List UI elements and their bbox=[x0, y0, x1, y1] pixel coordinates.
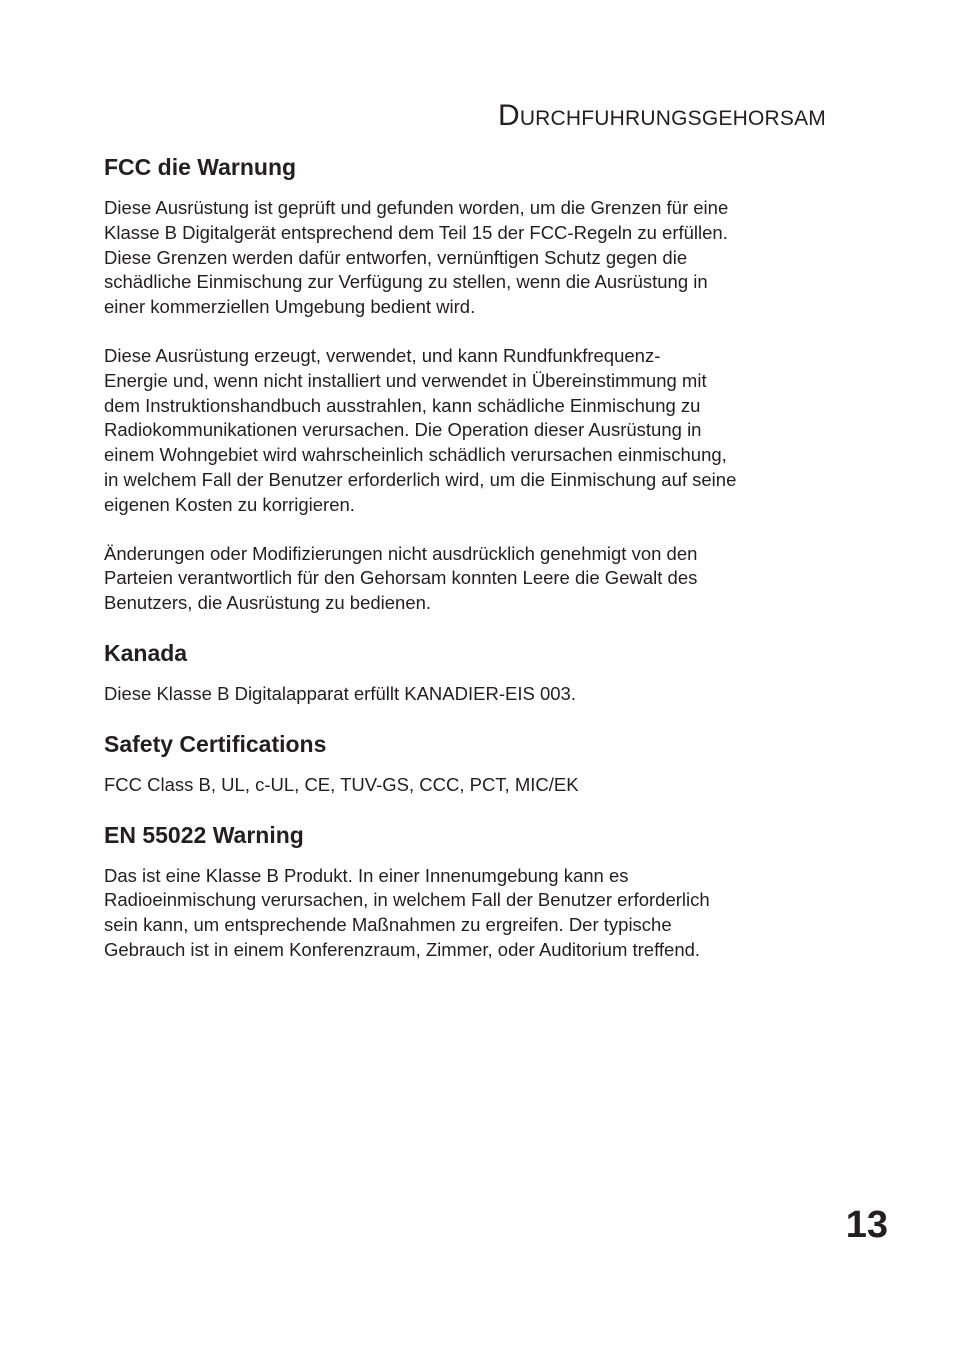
text-line: Benutzers, die Ausrüstung zu bedienen. bbox=[104, 592, 432, 614]
section-en55022-warning bbox=[104, 820, 844, 963]
page-title: Durchfuhrungsgehorsam bbox=[497, 99, 826, 132]
paragraph bbox=[104, 344, 844, 518]
section-canada bbox=[104, 638, 844, 707]
text-line: schädliche Einmischung zur Verfügung zu stellen, wenn die Ausrüstung in bbox=[104, 271, 708, 293]
text-line: Diese Grenzen werden dafür entworfen, vernünftigen Schutz gegen die bbox=[104, 246, 688, 268]
text-line: in welchem Fall der Benutzer erforderlich wird, um die Einmischung auf seine bbox=[104, 468, 737, 490]
section-heading: Safety Certifications bbox=[104, 730, 327, 757]
text-line: dem Instruktionshandbuch ausstrahlen, kann schädliche Einmischung zu bbox=[104, 394, 701, 416]
text-line: einem Wohngebiet wird wahrscheinlich schädlich verursachen einmischung, bbox=[104, 444, 727, 466]
page-number: 13 bbox=[845, 1204, 888, 1246]
paragraph bbox=[104, 542, 844, 616]
paragraph bbox=[104, 682, 844, 707]
text-line: eigenen Kosten zu korrigieren. bbox=[104, 493, 355, 515]
section-heading: EN 55022 Warning bbox=[104, 821, 304, 848]
section-heading: FCC die Warnung bbox=[104, 154, 297, 180]
section-safety-certifications bbox=[104, 729, 844, 798]
text-line: Parteien verantwortlich für den Gehorsam konnten Leere die Gewalt des bbox=[104, 567, 698, 589]
text-line: Energie und, wenn nicht installiert und verwendet in Übereinstimmung mit bbox=[104, 369, 707, 391]
text-line: FCC Class B, UL, c-UL, CE, TUV-GS, CCC, PCT, MIC/EK bbox=[104, 773, 579, 795]
paragraph bbox=[104, 773, 844, 798]
section-fcc-warning bbox=[104, 152, 844, 616]
paragraph bbox=[104, 864, 844, 963]
document-body bbox=[104, 152, 844, 963]
text-line: Diese Ausrüstung erzeugt, verwendet, und kann Rundfunkfrequenz- bbox=[104, 344, 661, 366]
text-line: Änderungen oder Modifizierungen nicht ausdrücklich genehmigt von den bbox=[104, 542, 698, 564]
text-line: Gebrauch ist in einem Konferenzraum, Zimmer, oder Auditorium treffend. bbox=[104, 938, 701, 960]
text-line: Das ist eine Klasse B Produkt. In einer Innenumgebung kann es bbox=[104, 864, 629, 886]
text-line: Radiokommunikationen verursachen. Die Operation dieser Ausrüstung in bbox=[104, 419, 702, 441]
text-line: Klasse B Digitalgerät entsprechend dem Teil 15 der FCC-Regeln zu erfüllen. bbox=[104, 221, 728, 243]
section-heading: Kanada bbox=[104, 639, 188, 666]
text-line: einer kommerziellen Umgebung bedient wird. bbox=[104, 296, 476, 318]
text-line: Diese Ausrüstung ist geprüft und gefunden worden, um die Grenzen für eine bbox=[104, 197, 729, 218]
paragraph bbox=[104, 196, 844, 320]
text-line: Radioeinmischung verursachen, in welchem Fall der Benutzer erforderlich bbox=[104, 889, 710, 911]
text-line: sein kann, um entsprechende Maßnahmen zu ergreifen. Der typische bbox=[104, 914, 672, 936]
text-line: Diese Klasse B Digitalapparat erfüllt KANADIER-EIS 003. bbox=[104, 682, 576, 704]
